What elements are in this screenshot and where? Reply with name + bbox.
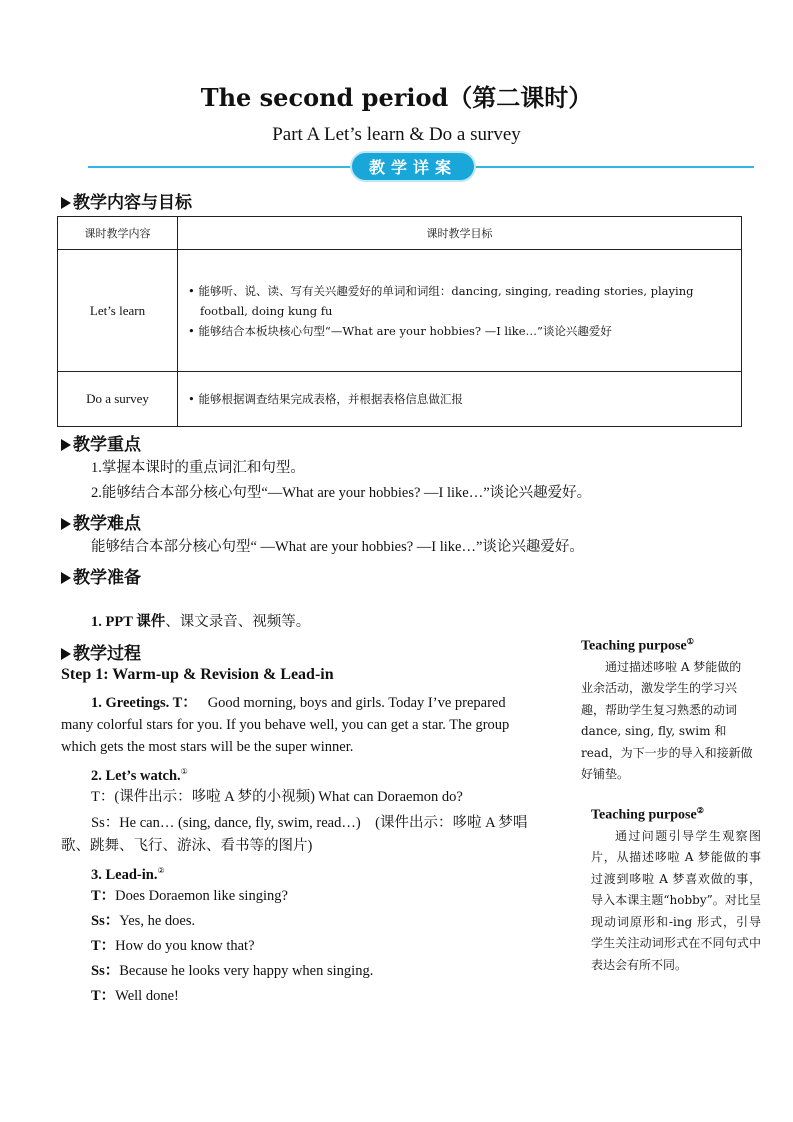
side-note-1 xyxy=(581,637,753,786)
dialog-line: Ss：Because he looks very happy when singing. xyxy=(91,963,374,979)
triangle-icon xyxy=(61,518,71,530)
triangle-icon xyxy=(61,197,71,209)
table-header-row xyxy=(58,217,742,250)
goal-item: • 能够结合本板块核心句型“—What are your hobbies? —I like…”谈论兴趣爱好 xyxy=(188,323,612,338)
side-note-2 xyxy=(591,806,761,976)
dialog-line: T：How do you know that? xyxy=(91,938,255,954)
banner-line-left xyxy=(88,166,352,168)
section-difficulties: 教学难点 xyxy=(61,509,141,534)
goal-item: • 能够听、说、读、写有关兴趣爱好的单词和词组：dancing, singing, reading stories, playing football, doing kung fu xyxy=(188,283,694,318)
section-key-points: 教学重点 xyxy=(61,430,141,455)
preparation-text: 1. PPT 课件、课文录音、视频等。 xyxy=(91,614,311,630)
table-row xyxy=(58,372,742,427)
side-note-heading: Teaching purpose① xyxy=(581,637,694,654)
objectives-table xyxy=(57,216,742,427)
dialog-line: T：Well done! xyxy=(91,988,179,1004)
triangle-icon xyxy=(61,572,71,584)
leadin-heading: 3. Lead-in.② xyxy=(91,866,165,883)
section-process: 教学过程 xyxy=(61,639,141,664)
key-point-1: 1.掌握本课时的重点词汇和句型。 xyxy=(91,460,305,476)
section-objectives: 教学内容与目标 xyxy=(61,188,192,213)
students-line: Ss：He can… (sing, dance, fly, swim, read…) (课件出示：哆啦 A 梦唱歌、跳舞、飞行、游泳、看书等的图片) xyxy=(61,815,528,854)
row-content: Let’s learn xyxy=(58,250,178,372)
banner-line-right xyxy=(474,166,754,168)
key-point-2: 2.能够结合本部分核心句型“—What are your hobbies? —I like…”谈论兴趣爱好。 xyxy=(91,485,592,501)
page-title: The second period（第二课时） xyxy=(200,83,593,112)
header-content: 课时教学内容 xyxy=(58,217,178,250)
triangle-icon xyxy=(61,439,71,451)
goal-item: • 能够根据调查结果完成表格，并根据表格信息做汇报 xyxy=(188,392,463,406)
greetings-paragraph: 1. Greetings. T： Good morning, boys and girls. Today I’ve prepared many colorful stars for you. If you behave well, you can get a star. The group which gets the most stars will be the super winner. xyxy=(61,695,510,755)
step1-heading: Step 1: Warm-up & Revision & Lead-in xyxy=(61,666,334,683)
dialog-line: Ss：Yes, he does. xyxy=(91,913,196,929)
side-note-heading: Teaching purpose② xyxy=(591,806,704,823)
side-note-text: 通过问题引导学生观察图片，从描述哆啦 A 梦能做的事过渡到哆啦 A 梦喜欢做的事，导入本课主题“hobby”。对比呈现动词原形和-ing 形式，引导学生关注动词形式在不同句式中表达会有所不同。 xyxy=(591,828,761,972)
dialog-line: T：Does Doraemon like singing? xyxy=(91,888,288,904)
table-row xyxy=(58,250,742,372)
section-preparation: 教学准备 xyxy=(61,563,141,588)
header-goals: 课时教学目标 xyxy=(178,217,742,250)
row-goals xyxy=(178,250,742,372)
triangle-icon xyxy=(61,648,71,660)
row-goals xyxy=(178,372,742,427)
page-subtitle: Part A Let’s learn & Do a survey xyxy=(272,124,521,145)
banner-label: 教学详案 xyxy=(352,153,474,180)
side-note-text: 通过描述哆啦 A 梦能做的业余活动，激发学生的学习兴趣，帮助学生复习熟悉的动词 dance, sing, fly, swim 和 read，为下一步的导入和接新做好铺垫。 xyxy=(581,659,753,782)
watch-heading: 2. Let’s watch.① xyxy=(91,767,188,784)
teacher-line: T：(课件出示：哆啦 A 梦的小视频) What can Doraemon do? xyxy=(91,789,463,805)
row-content: Do a survey xyxy=(58,372,178,427)
difficulty-text: 能够结合本部分核心句型“ —What are your hobbies? —I like…”谈论兴趣爱好。 xyxy=(91,539,584,555)
